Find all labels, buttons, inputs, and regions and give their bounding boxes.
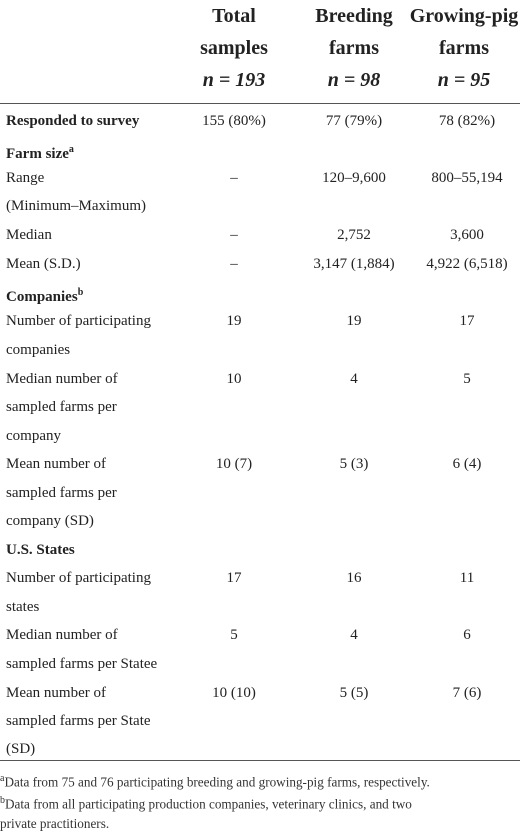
- table-cell: 10 (10): [212, 685, 256, 701]
- table-cell: 155 (80%): [202, 113, 266, 129]
- row-label: [6, 421, 181, 451]
- footnote-a: [0, 769, 520, 792]
- header-total-samples: [178, 0, 290, 96]
- row-label: [6, 106, 181, 136]
- row-label-text: Mean number of: [6, 456, 106, 472]
- row-label: [6, 506, 181, 536]
- header-line: farms: [329, 37, 379, 59]
- row-label: [6, 449, 181, 479]
- footnote-text: Data from 75 and 76 participating breeding and growing-pig farms, respectively.: [4, 774, 430, 790]
- header-rule: [0, 103, 520, 104]
- table-cell: 16: [346, 570, 362, 586]
- header-line: Breeding: [315, 5, 393, 27]
- table-cell: 10 (7): [215, 456, 253, 472]
- header-growing-pig-farms: [404, 0, 524, 96]
- row-label: [6, 364, 181, 394]
- table-cell: 120–9,600: [322, 170, 386, 186]
- row-label: [6, 706, 181, 736]
- header-n: n = 95: [437, 69, 491, 91]
- header-line: samples: [200, 37, 268, 59]
- row-label-text: Number of participating: [6, 313, 151, 329]
- row-label: [6, 163, 181, 193]
- table-cell: 3,147 (1,884): [313, 256, 395, 272]
- header-n: n = 193: [202, 69, 266, 91]
- row-label: [6, 535, 181, 565]
- row-label-text: companies: [6, 342, 71, 358]
- row-label: [6, 649, 181, 679]
- header-line: Total: [212, 5, 256, 27]
- footnote-text: Data from all participating production companies, veterinary clinics, and two: [5, 796, 412, 812]
- footnote-ref: b: [77, 287, 84, 298]
- header-line: farms: [439, 37, 489, 59]
- table-cell: 78 (82%): [438, 113, 496, 129]
- table-cell: 17: [459, 313, 475, 329]
- table-cell: 800–55,194: [431, 170, 503, 186]
- header-line: Growing-pig: [409, 5, 519, 27]
- row-label-text: Range: [6, 170, 45, 186]
- row-label: [6, 249, 181, 279]
- table-cell: 6: [463, 627, 471, 643]
- table-cell: –: [230, 227, 238, 243]
- table-cell: 3,600: [450, 227, 484, 243]
- bottom-rule: [0, 760, 520, 761]
- table-cell: 6 (4): [452, 456, 482, 472]
- footnote-ref: a: [68, 144, 74, 155]
- table-cell: 4: [350, 627, 358, 643]
- table-cell: 2,752: [337, 227, 371, 243]
- row-label-text: Farm size: [6, 146, 69, 162]
- row-label-text: Number of participating: [6, 570, 151, 586]
- table-cell: 4,922 (6,518): [426, 256, 508, 272]
- table-cell: 77 (79%): [325, 113, 383, 129]
- row-label-text: states: [6, 599, 40, 615]
- footnote-mark: a: [0, 773, 5, 784]
- row-label-text: company (SD): [6, 513, 94, 529]
- table-cell: 19: [346, 313, 362, 329]
- row-label-text: Median number of: [6, 627, 118, 643]
- table-cell: 5: [463, 371, 471, 387]
- table-cell: 10: [226, 371, 242, 387]
- row-label: [6, 620, 181, 650]
- row-label-text: sampled farms per State: [6, 713, 151, 729]
- row-label-text: sampled farms per: [6, 485, 117, 501]
- row-label-text: Median: [6, 227, 52, 243]
- row-label-text: sampled farms per: [6, 399, 117, 415]
- row-label-text: (Minimum–Maximum): [6, 198, 146, 214]
- table-cell: 17: [226, 570, 242, 586]
- row-label: [6, 335, 181, 365]
- header-n: n = 98: [327, 69, 381, 91]
- row-label-text: Median number of: [6, 371, 118, 387]
- row-label-text: Responded to survey: [6, 113, 140, 129]
- row-label: [6, 220, 181, 250]
- table-cell: 5 (5): [339, 685, 369, 701]
- table-cell: –: [230, 170, 238, 186]
- row-label: [6, 392, 181, 422]
- row-label-text: Mean (S.D.): [6, 256, 81, 272]
- table-cell: 4: [350, 371, 358, 387]
- row-label-text: Mean number of: [6, 685, 106, 701]
- row-label-text: (SD): [6, 741, 36, 757]
- row-label: [6, 478, 181, 508]
- table-cell: 5: [230, 627, 238, 643]
- row-label-text: sampled farms per Statee: [6, 656, 158, 672]
- row-label-text: company: [6, 428, 61, 444]
- row-label: [6, 306, 181, 336]
- footnote-text: private practitioners.: [0, 816, 110, 832]
- table-cell: –: [230, 256, 238, 272]
- footnote-b: [0, 791, 520, 834]
- row-label: [6, 678, 181, 708]
- row-label-text: U.S. States: [6, 542, 75, 558]
- table-cell: 11: [459, 570, 475, 586]
- table-cell: 7 (6): [452, 685, 482, 701]
- footnote-mark: b: [0, 795, 5, 806]
- row-label: [6, 592, 181, 622]
- row-label: [6, 563, 181, 593]
- row-label-text: Companies: [6, 289, 78, 305]
- row-label: [6, 191, 181, 221]
- header-breeding-farms: [296, 0, 412, 96]
- table-cell: 19: [226, 313, 242, 329]
- table-cell: 5 (3): [339, 456, 369, 472]
